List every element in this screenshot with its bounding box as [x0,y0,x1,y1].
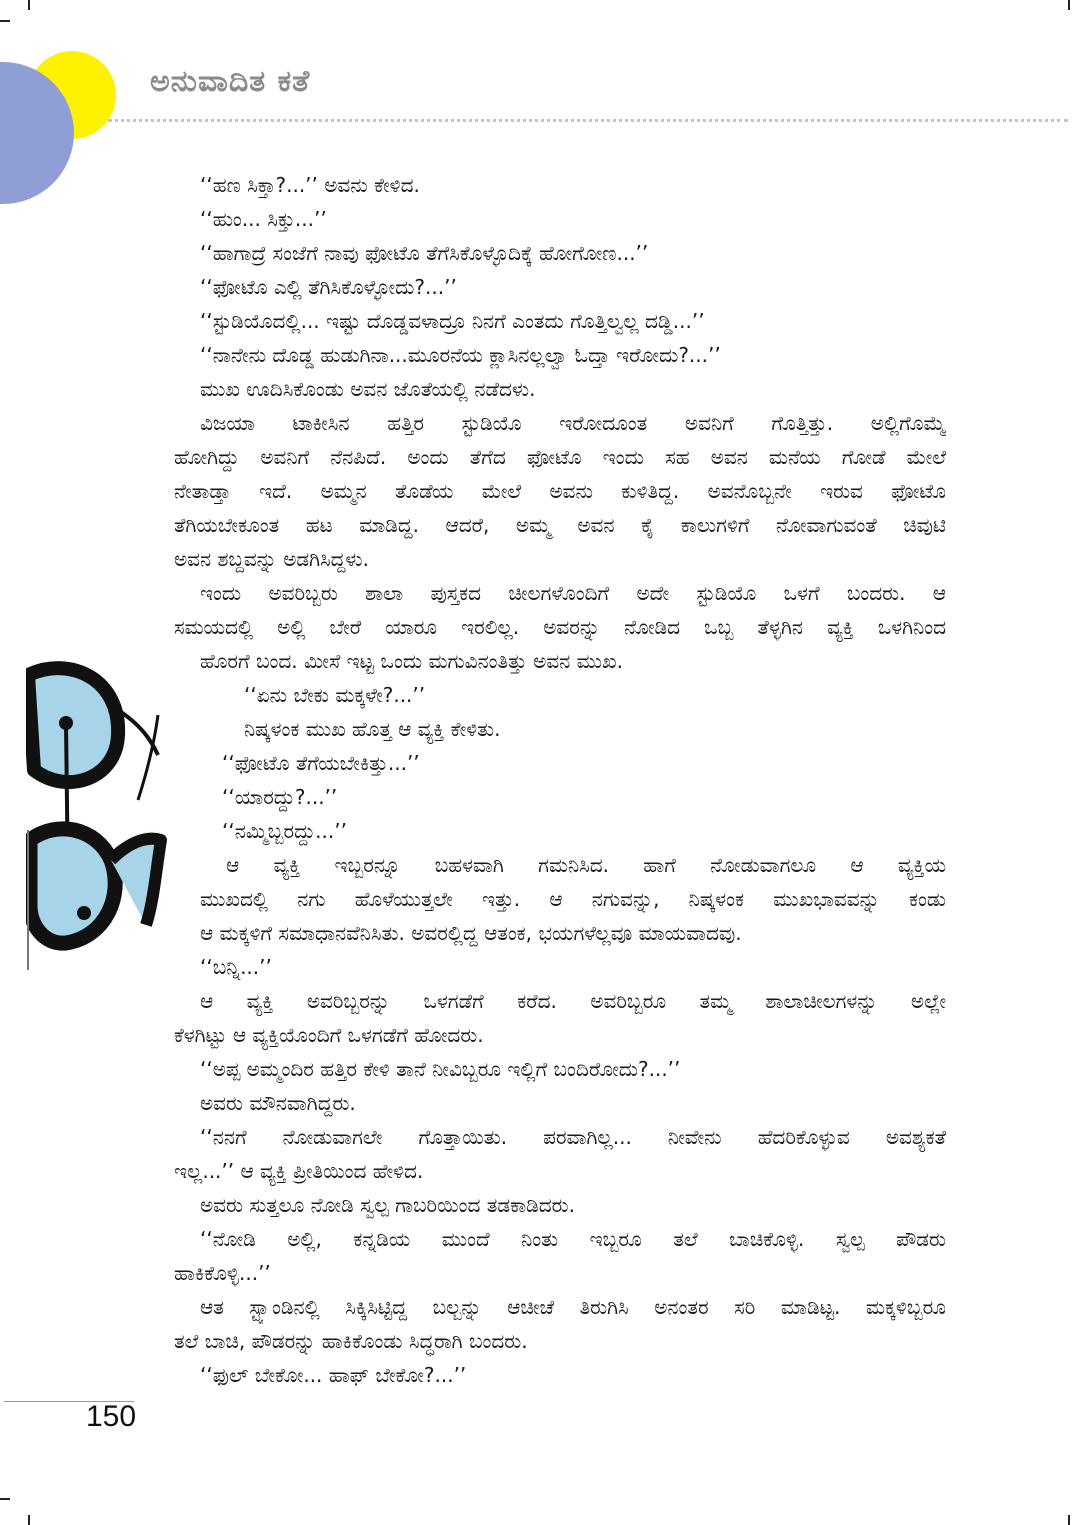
margin-illustration [26,655,176,975]
text-line: ‘‘ಅಪ್ಪ ಅಮ್ಮಂದಿರ ಹತ್ತಿರ ಕೇಳಿ ತಾನೆ ನೀವಿಬ್ಬರೂ ಇಲ್ಲಿಗೆ ಬಂದಿರೋದು?...’’ [200,1057,681,1081]
crop-mark [1068,0,1070,10]
text-line: ‘‘ಯಾರದ್ದು?...’’ [222,785,338,809]
text-line: ಅವನ ಶಬ್ದವನ್ನು ಅಡಗಿಸಿದ್ದಳು. [174,547,369,571]
header-decoration [0,0,140,210]
text-line: ಅವರು ಸುತ್ತಲೂ ನೋಡಿ ಸ್ವಲ್ಪ ಗಾಬರಿಯಿಂದ ತಡಕಾಡಿದರು. [200,1193,575,1217]
text-line: ‘‘ನನಗೆ ನೋಡುವಾಗಲೇ ಗೊತ್ತಾಯಿತು. ಪರವಾಗಿಲ್ಲ... ನೀವೇನು ಹೆದರಿಕೊಳ್ಳುವ ಅವಶ್ಯಕತೆ [200,1125,946,1149]
text-line: ‘‘ಬನ್ನಿ...’’ [200,955,272,979]
header-divider [108,119,1068,122]
text-line: ನಿಷ್ಕಳಂಕ ಮುಖ ಹೊತ್ತ ಆ ವ್ಯಕ್ತಿ ಕೇಳಿತು. [244,717,501,741]
text-line: ಮುಖ ಊದಿಸಿಕೊಂಡು ಅವನ ಜೊತೆಯಲ್ಲಿ ನಡೆದಳು. [200,377,536,401]
text-line: ‘‘ಫುಲ್ ಬೇಕೋ... ಹಾಫ್ ಬೇಕೋ?...’’ [200,1363,467,1387]
text-line: ‘‘ಫೋಟೊ ಎಲ್ಲಿ ತೆಗಿಸಿಕೊಳ್ಳೋದು?...’’ [200,275,457,299]
page-header-title: ಅನುವಾದಿತ ಕತೆ [150,64,311,99]
text-line: ‘‘ಫೋಟೊ ತೆಗೆಯಬೇಕಿತ್ತು...’’ [222,751,420,775]
page-number: 150 [86,1400,137,1433]
text-line: ಆ ಮಕ್ಕಳಿಗೆ ಸಮಾಧಾನವೆನಿಸಿತು. ಅವರಲ್ಲಿದ್ದ ಆತಂಕ, ಭಯಗಳೆಲ್ಲವೂ ಮಾಯವಾದವು. [200,921,742,945]
text-line: ‘‘ಏನು ಬೇಕು ಮಕ್ಕಳೇ?...’’ [244,683,426,707]
text-line: ಹೊರಗೆ ಬಂದ. ಮೀಸೆ ಇಟ್ಟ ಒಂದು ಮಗುವಿನಂತಿತ್ತು ಅವನ ಮುಖ. [200,649,623,673]
text-line: ಆ ವ್ಯಕ್ತಿ ಅವರಿಬ್ಬರನ್ನು ಒಳಗಡೆಗೆ ಕರೆದ. ಅವರಿಬ್ಬರೂ ತಮ್ಮ ಶಾಲಾಚೀಲಗಳನ್ನು ಅಲ್ಲೇ [200,989,946,1013]
text-line: ಅವರು ಮೌನವಾಗಿದ್ದರು. [200,1091,356,1115]
text-line: ‘‘ಹುಂ... ಸಿಕ್ತು...’’ [200,207,327,231]
crop-mark [28,1515,30,1525]
text-line: ವಿಜಯಾ ಟಾಕೀಸಿನ ಹತ್ತಿರ ಸ್ಟುಡಿಯೊ ಇರೋದೂಂತ ಅವನಿಗೆ ಗೊತ್ತಿತ್ತು. ಅಲ್ಲಿಗೊಮ್ಮೆ [200,411,946,435]
text-line: ಆ ವ್ಯಕ್ತಿ ಇಬ್ಬರನ್ನೂ ಬಹಳವಾಗಿ ಗಮನಿಸಿದ. ಹಾಗೆ ನೋಡುವಾಗಲೂ ಆ ವ್ಯಕ್ತಿಯ [226,853,946,877]
text-line: ‘‘ಸ್ಟುಡಿಯೊದಲ್ಲಿ... ಇಷ್ಟು ದೊಡ್ಡವಳಾದ್ರೂ ನಿನಗೆ ಎಂತದು ಗೊತ್ತಿಲ್ವಲ್ಲ ದಡ್ಡಿ...’’ [200,309,705,333]
text-line: ‘‘ನೋಡಿ ಅಲ್ಲಿ, ಕನ್ನಡಿಯ ಮುಂದೆ ನಿಂತು ಇಬ್ಬರೂ ತಲೆ ಬಾಚಿಕೊಳ್ಳಿ. ಸ್ವಲ್ಪ ಪೌಡರು [200,1227,946,1251]
crop-mark [0,1498,10,1500]
crop-mark [1068,1515,1070,1525]
text-line: ಆತ ಸ್ಟ್ಯಾಂಡಿನಲ್ಲಿ ಸಿಕ್ಕಿಸಿಟ್ಟಿದ್ದ ಬಲ್ಬನ್ನು ಆಚೀಚೆ ತಿರುಗಿಸಿ ಅನಂತರ ಸರಿ ಮಾಡಿಟ್ಟ. ಮಕ್ಕಳಿಬ್ಬರೂ [200,1295,946,1319]
text-line: ಮುಖದಲ್ಲಿ ನಗು ಹೊಳೆಯುತ್ತಲೇ ಇತ್ತು. ಆ ನಗುವನ್ನು, ನಿಷ್ಕಳಂಕ ಮುಖಭಾವವನ್ನು ಕಂಡು [200,887,946,911]
text-line: ಹೋಗಿದ್ದು ಅವನಿಗೆ ನೆನಪಿದೆ. ಅಂದು ತೆಗೆದ ಫೋಟೊ ಇಂದು ಸಹ ಅವನ ಮನೆಯ ಗೋಡೆ ಮೇಲೆ [174,445,946,469]
text-line: ಕೆಳಗಿಟ್ಟು ಆ ವ್ಯಕ್ತಿಯೊಂದಿಗೆ ಒಳಗಡೆಗೆ ಹೋದರು. [174,1023,484,1047]
text-line: ‘‘ನಾನೇನು ದೊಡ್ಡ ಹುಡುಗಿನಾ...ಮೂರನೆಯ ಕ್ಲಾಸಿನಲ್ಲಲ್ವಾ ಓದ್ತಾ ಇರೋದು?...’’ [200,343,721,367]
text-line: ‘‘ಹಾಗಾದ್ರೆ ಸಂಜೆಗೆ ನಾವು ಫೋಟೊ ತೆಗೆಸಿಕೊಳ್ಳೊದಿಕ್ಕೆ ಹೋಗೋಣ...’’ [200,241,649,265]
text-line: ಸಮಯದಲ್ಲಿ ಅಲ್ಲಿ ಬೇರೆ ಯಾರೂ ಇರಲಿಲ್ಲ. ಅವರನ್ನು ನೋಡಿದ ಒಬ್ಬ ತೆಳ್ಳಗಿನ ವ್ಯಕ್ತಿ ಒಳಗಿನಿಂದ [174,615,946,639]
text-line: ಇಂದು ಅವರಿಬ್ಬರು ಶಾಲಾ ಪುಸ್ತಕದ ಚೀಲಗಳೊಂದಿಗೆ ಅದೇ ಸ್ಟುಡಿಯೊ ಒಳಗೆ ಬಂದರು. ಆ [200,581,946,605]
text-line: ಹಾಕಿಕೊಳ್ಳಿ...’’ [174,1261,271,1285]
text-line: ತೆಗಿಯಬೇಕೂಂತ ಹಟ ಮಾಡಿದ್ದ. ಆದರೆ, ಅಮ್ಮ ಅವನ ಕೈ ಕಾಲುಗಳಿಗೆ ನೋವಾಗುವಂತೆ ಚಿವುಟಿ [174,513,946,537]
text-line: ಇಲ್ಲ...’’ ಆ ವ್ಯಕ್ತಿ ಪ್ರೀತಿಯಿಂದ ಹೇಳಿದ. [174,1159,424,1183]
text-line: ‘‘ನಮ್ಮಿಬ್ಬರದ್ದು...’’ [222,819,347,843]
text-line: ತಲೆ ಬಾಚಿ, ಪೌಡರನ್ನು ಹಾಕಿಕೊಂಡು ಸಿದ್ಧರಾಗಿ ಬಂದರು. [174,1329,528,1353]
text-line: ನೇತಾಡ್ತಾ ಇದೆ. ಅಮ್ಮನ ತೊಡೆಯ ಮೇಲೆ ಅವನು ಕುಳಿತಿದ್ದ. ಅವನೊಬ್ಬನೇ ಇರುವ ಫೋಟೊ [174,479,946,503]
text-line: ‘‘ಹಣ ಸಿಕ್ತಾ?...’’ ಅವನು ಕೇಳಿದ. [200,173,420,197]
